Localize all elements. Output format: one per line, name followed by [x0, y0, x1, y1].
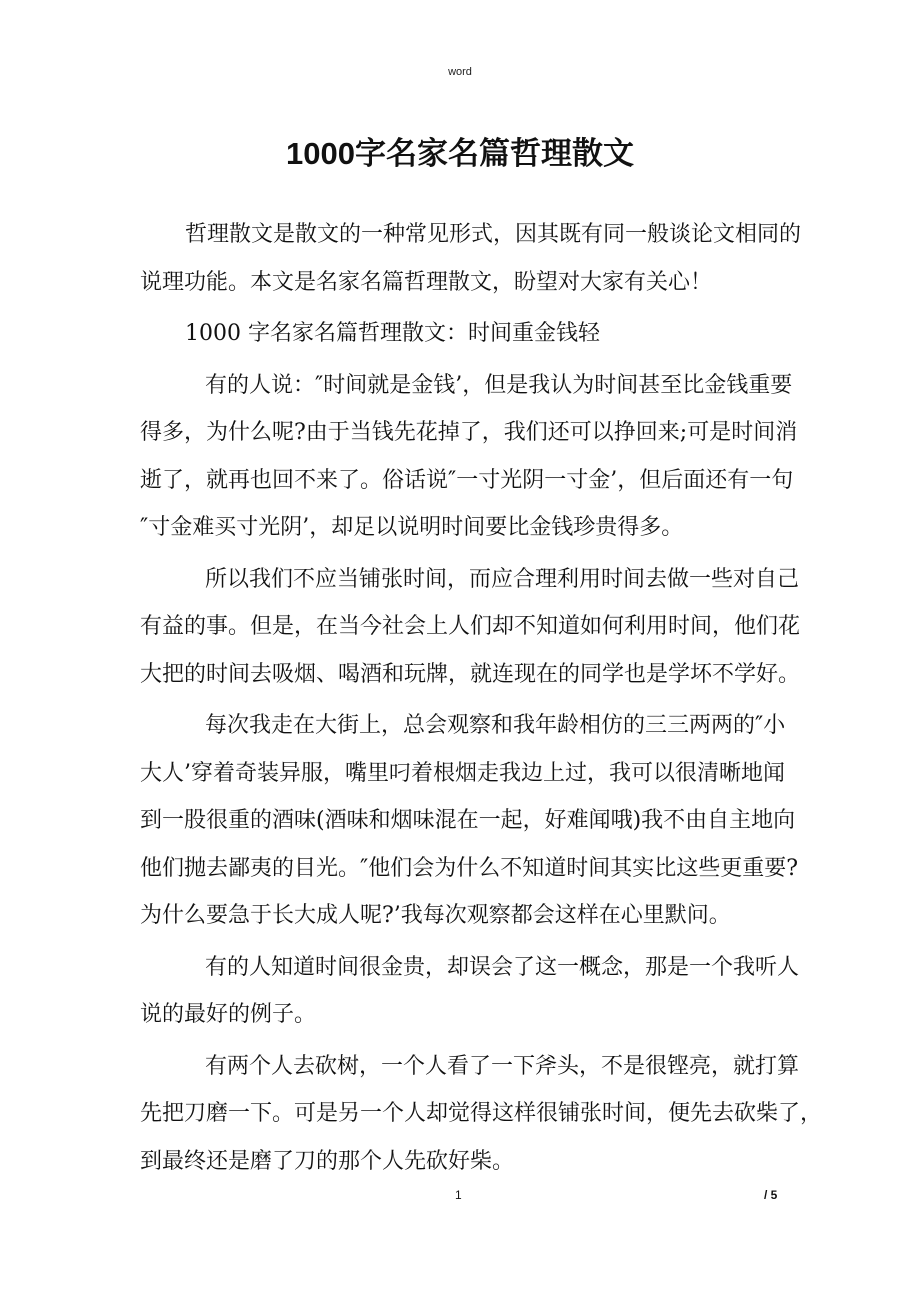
paragraph-line: 得多，为什么呢?由于当钱先花掉了，我们还可以挣回来;可是时间消: [140, 420, 798, 445]
paragraph-line: 大把的时间去吸烟、喝酒和玩牌，就连现在的同学也是学坏不学好。: [140, 661, 801, 687]
paragraph-line: 为什么要急于长大成人呢?’我每次观察都会这样在心里默问。: [140, 903, 731, 928]
paragraph: [140, 315, 780, 363]
paragraph-line: 逝了，就再也回不来了。俗话说″一寸光阴一寸金’，但后面还有一句: [140, 467, 794, 493]
page-header: word: [448, 66, 472, 78]
paragraph-line: 他们抛去鄙夷的目光。″他们会为什么不知道时间其实比这些更重要?: [140, 855, 799, 881]
page-total: / 5: [764, 1188, 778, 1202]
paragraph: [140, 367, 798, 557]
paragraph: [140, 1048, 823, 1191]
paragraph-line: 每次我走在大街上，总会观察和我年龄相仿的三三两两的″小: [205, 713, 786, 738]
paragraph-line: 有两个人去砍树，一个人看了一下斧头，不是很铿亮，就打算: [205, 1053, 800, 1079]
paragraph-line: 有的人说：″时间就是金钱’，但是我认为时间甚至比金钱重要: [205, 372, 793, 398]
document-title: 1000字名家名篇哲理散文: [286, 136, 634, 171]
paragraph-line: 到一股很重的酒味(酒味和烟味混在一起，好难闻哦)我不由自主地向: [140, 808, 796, 833]
paragraph-line: 到最终还是磨了刀的那个人先砍好柴。: [140, 1148, 515, 1174]
paragraph-line: 哲理散文是散文的一种常见形式，因其既有同一般谈论文相同的: [185, 222, 802, 247]
paragraph-line: 说理功能。本文是名家名篇哲理散文，盼望对大家有关心！: [140, 269, 713, 295]
document-body: [140, 216, 823, 1194]
paragraph: [140, 949, 800, 1044]
paragraph: [140, 216, 802, 311]
paragraph-line: 1000 字名家名篇哲理散文：时间重金钱轻: [185, 321, 600, 346]
paragraph-line: 有益的事。但是，在当今社会上人们却不知道如何利用时间，他们花: [140, 614, 801, 639]
page-number: 1: [455, 1188, 462, 1202]
paragraph-line: 所以我们不应当铺张时间，而应合理利用时间去做一些对自己: [205, 566, 800, 592]
paragraph-line: 说的最好的例子。: [140, 1002, 317, 1027]
paragraph-line: 先把刀磨一下。可是另一个人却觉得这样很铺张时间，便先去砍柴了，: [140, 1101, 823, 1126]
paragraph: [140, 561, 801, 704]
paragraph-line: 大人’穿着奇装异服，嘴里叼着根烟走我边上过，我可以很清晰地闻: [140, 760, 785, 786]
paragraph: [140, 707, 799, 945]
paragraph-line: 有的人知道时间很金贵，却误会了这一概念，那是一个我听人: [205, 954, 800, 980]
paragraph-line: ″寸金难买寸光阴’，却足以说明时间要比金钱珍贵得多。: [140, 515, 684, 540]
